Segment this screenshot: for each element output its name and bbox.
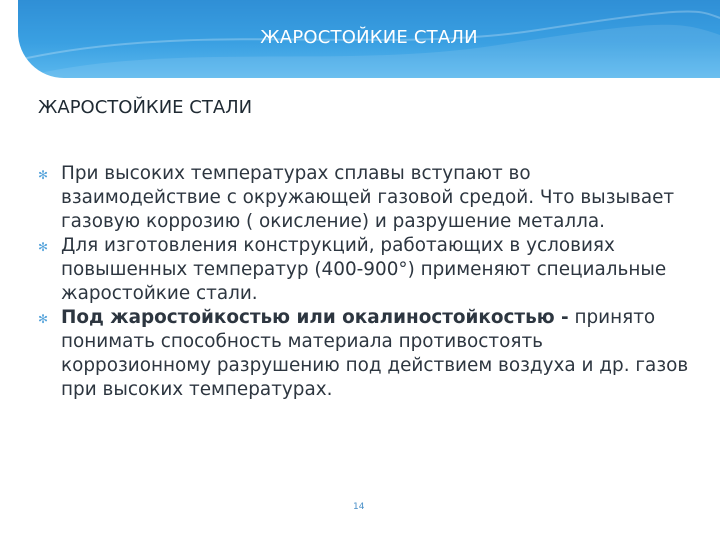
bullet-bold-term: Под жаростойкостью или окалиностойкостью -: [61, 307, 569, 328]
snowflake-bullet-icon: ✻: [38, 240, 49, 254]
bullet-item: [38, 306, 693, 402]
banner-title: ЖАРОСТОЙКИЕ СТАЛИ: [260, 27, 478, 48]
snowflake-bullet-icon: ✻: [38, 312, 49, 326]
bullet-text: Для изготовления конструкций, работающих в условиях повышенных температур (400-900°) применяют специальные жаростойкие стали.: [61, 235, 667, 304]
bullet-item: [38, 234, 693, 306]
bullet-text: принято понимать способность материала противостоять коррозионному разрушению под действием воздуха и др. газов при высоких температурах.: [61, 307, 689, 400]
page-number: 14: [353, 502, 365, 512]
snowflake-bullet-icon: ✻: [38, 168, 49, 182]
bullet-text: При высоких температурах сплавы вступают во взаимодействие с окружающей газовой средой. Что вызывает газовую коррозию ( окисление) и разрушение металла.: [61, 163, 675, 232]
title-banner: [18, 0, 720, 78]
bullet-item: [38, 162, 693, 234]
slide-heading: ЖАРОСТОЙКИЕ СТАЛИ: [38, 97, 253, 118]
bullet-list: [38, 162, 693, 402]
